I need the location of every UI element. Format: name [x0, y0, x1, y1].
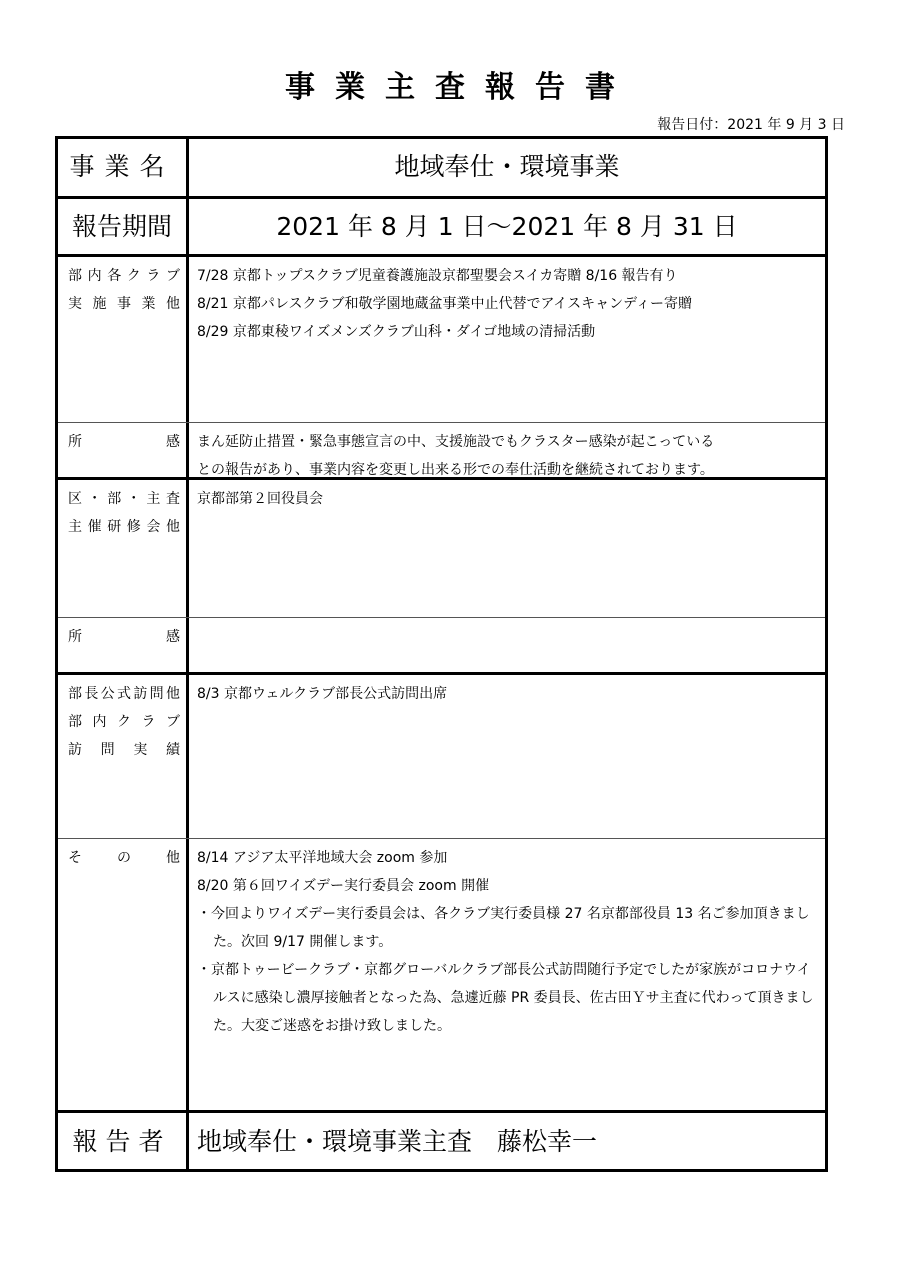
- project-value: 地域奉仕・環境事業: [186, 139, 825, 196]
- club-activities-label: [58, 257, 186, 422]
- reporter-label: 報告者: [72, 1127, 172, 1156]
- period-value: 2021 年 8 月 1 日～2021 年 8 月 31 日: [186, 199, 825, 254]
- district-training-row: [58, 480, 825, 618]
- label-line: 実施事業他: [68, 296, 180, 312]
- text-line: 8/20 第６回ワイズデー実行委員会 zoom 開催: [197, 878, 490, 894]
- bullet-item: ・今回よりワイズデー実行委員会は、各クラブ実行委員様 27 名京都部役員 13 名ご参加頂きました。次回 9/17 開催します。: [197, 906, 810, 950]
- impression2-text: [186, 618, 825, 672]
- text-line: 8/3 京都ウェルクラブ部長公式訪問出席: [197, 686, 448, 702]
- project-label: 事業名: [69, 152, 175, 181]
- club-activities-row: [58, 257, 825, 423]
- official-visits-text: [186, 675, 825, 838]
- text-line: 8/21 京都パレスクラブ和敬学園地蔵盆事業中止代替でアイスキャンディー寄贈: [197, 296, 692, 312]
- text-line: 8/29 京都東稜ワイズメンズクラブ山科・ダイゴ地域の清掃活動: [197, 324, 596, 340]
- label-line: その他: [68, 850, 180, 866]
- impression2-row: [58, 618, 825, 675]
- official-visits-label: [58, 675, 186, 838]
- impression1-row: [58, 423, 825, 480]
- text-line: 京都部第２回役員会: [197, 491, 323, 507]
- impression1-text: [186, 423, 825, 477]
- label-line: 部内各クラブ: [68, 268, 180, 284]
- label-line: 主催研修会他: [68, 519, 180, 535]
- period-row: [58, 199, 825, 257]
- label-line: 所感: [68, 434, 180, 450]
- label-line: 部長公式訪問他: [68, 686, 180, 702]
- district-training-label: [58, 480, 186, 617]
- others-label: [58, 839, 186, 1110]
- text-line: との報告があり、事業内容を変更し出来る形での奉仕活動を継続されております。: [197, 462, 714, 478]
- reporter-row: [58, 1113, 825, 1169]
- club-activities-text: [186, 257, 825, 422]
- others-text: [186, 839, 825, 1110]
- text-line: 7/28 京都トップスクラブ児童養護施設京都聖嬰会スイカ寄贈 8/16 報告有り: [197, 268, 678, 284]
- label-line: 所感: [68, 629, 180, 645]
- impression2-label: [58, 618, 186, 672]
- reporter-value: 地域奉仕・環境事業主査 藤松幸一: [186, 1113, 825, 1169]
- district-training-text: [186, 480, 825, 617]
- others-row: [58, 839, 825, 1113]
- document-title: 事業主査報告書: [285, 70, 635, 105]
- text-line: 8/14 アジア太平洋地域大会 zoom 参加: [197, 850, 448, 866]
- report-date: 報告日付：2021 年 9 月 3 日: [657, 117, 845, 133]
- period-label: 報告期間: [71, 212, 172, 241]
- report-form: [55, 136, 828, 1172]
- label-line: 訪問実績: [68, 742, 180, 758]
- label-line: 部内クラブ: [68, 714, 180, 730]
- label-line: 区・部・主査: [68, 491, 180, 507]
- bullet-item: ・京都トゥービークラブ・京都グローバルクラブ部長公式訪問随行予定でしたが家族がコロナウイルスに感染し濃厚接触者となった為、急遽近藤 PR 委員長、佐古田Ｙサ主査に代わって頂きました。大変ご迷惑をお掛け致しました。: [197, 962, 814, 1034]
- impression1-label: [58, 423, 186, 477]
- project-row: [58, 139, 825, 199]
- text-line: まん延防止措置・緊急事態宣言の中、支援施設でもクラスター感染が起こっている: [197, 434, 715, 450]
- official-visits-row: [58, 675, 825, 839]
